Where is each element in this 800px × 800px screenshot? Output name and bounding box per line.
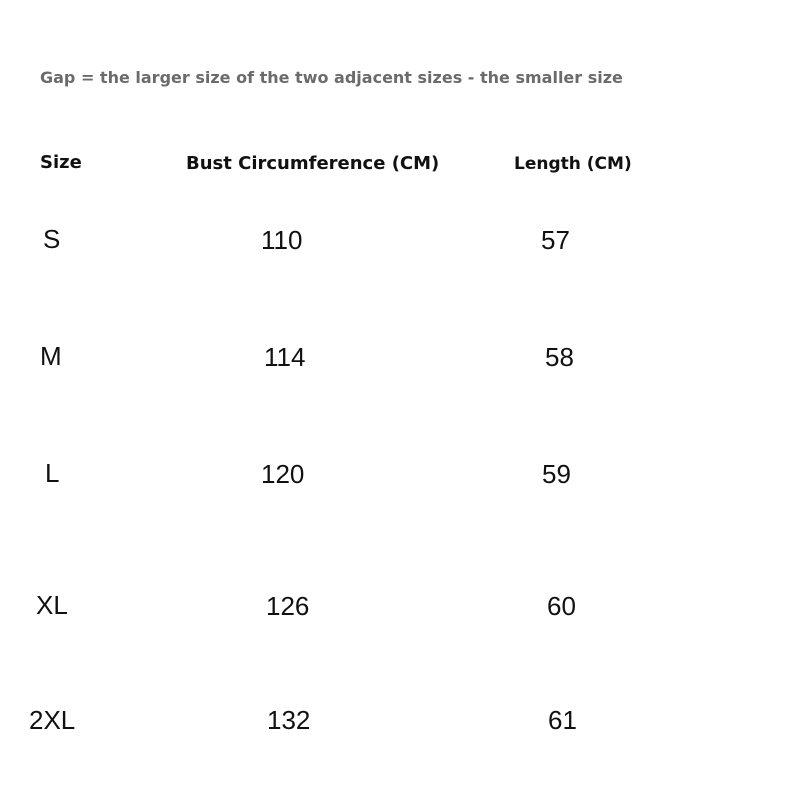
gap-note: Gap = the larger size of the two adjacent sizes - the smaller size — [40, 68, 623, 87]
bust-cell: 110 — [261, 225, 303, 255]
bust-cell: 120 — [261, 459, 305, 489]
size-cell: 2XL — [29, 705, 76, 735]
length-cell: 57 — [541, 225, 570, 255]
bust-cell: 132 — [267, 705, 311, 735]
bust-cell: 126 — [266, 591, 310, 621]
header-size: Size — [40, 152, 82, 173]
length-cell: 58 — [545, 342, 574, 372]
size-cell: S — [43, 224, 61, 254]
size-cell: L — [45, 458, 60, 488]
length-cell: 59 — [542, 459, 571, 489]
size-cell: M — [40, 341, 62, 371]
header-length: Length (CM) — [514, 154, 632, 174]
length-cell: 61 — [548, 705, 577, 735]
bust-cell: 114 — [264, 342, 306, 372]
header-bust: Bust Circumference (CM) — [186, 153, 440, 174]
size-cell: XL — [36, 590, 68, 620]
length-cell: 60 — [547, 591, 576, 621]
